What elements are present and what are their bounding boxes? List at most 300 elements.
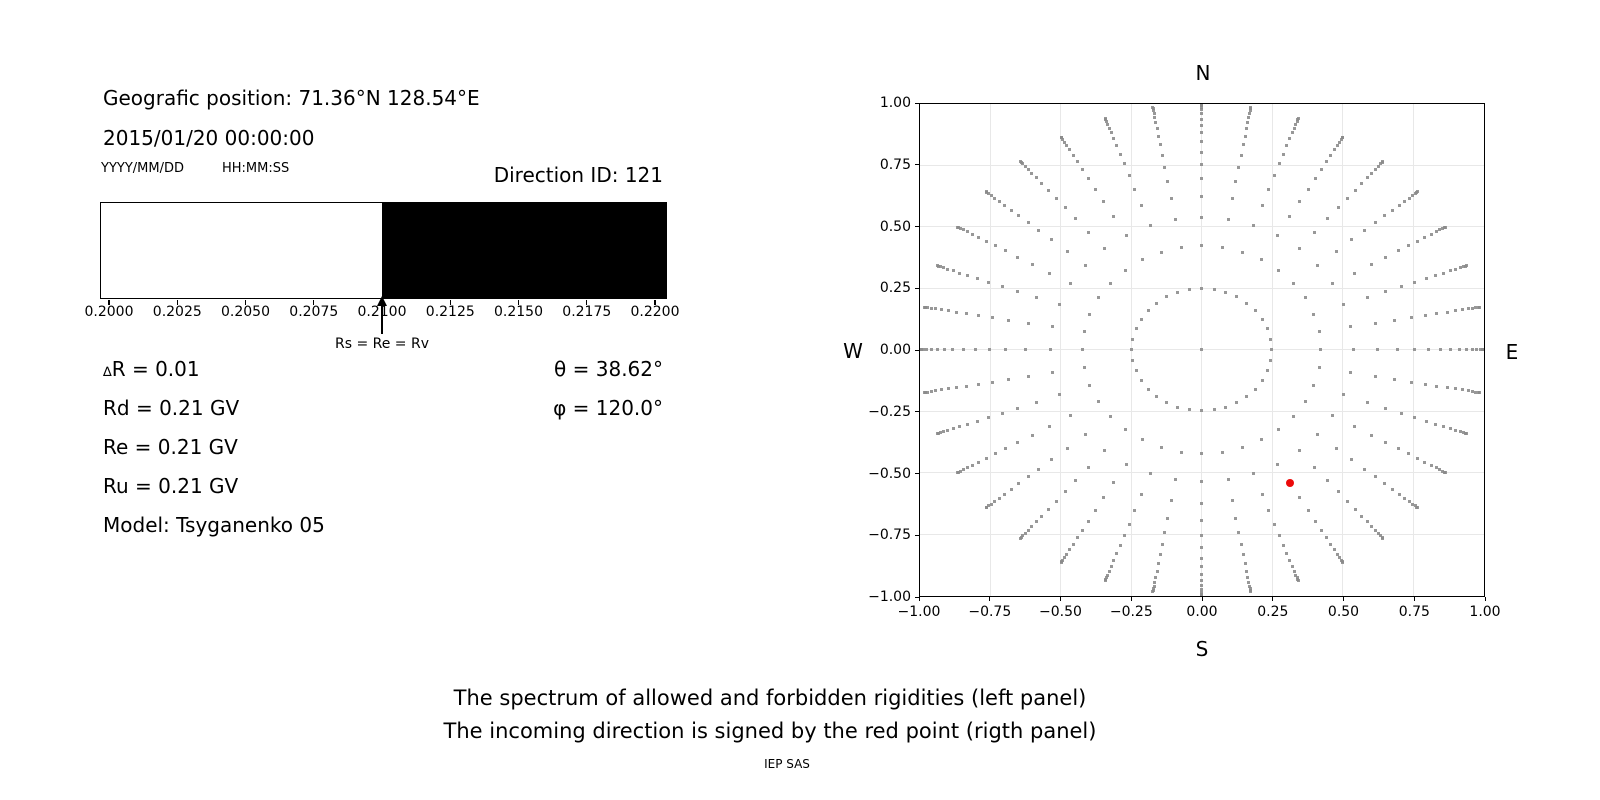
x-tick-mark (1202, 597, 1203, 601)
direction-dot (1342, 393, 1345, 396)
direction-dot (990, 503, 993, 506)
direction-dot (1200, 565, 1203, 568)
direction-dot (1350, 458, 1353, 461)
direction-dot (1016, 256, 1019, 259)
direction-dot (1130, 348, 1133, 351)
spectrum-tick-label: 0.2200 (630, 304, 680, 320)
direction-dot (1081, 348, 1084, 351)
direction-dot (1163, 166, 1166, 169)
direction-dot (1366, 401, 1369, 404)
y-tick-label: −0.25 (868, 403, 911, 420)
direction-dot (1027, 322, 1030, 325)
direction-dot (1427, 348, 1430, 351)
spectrum-allowed-region (101, 203, 382, 298)
direction-dot (1413, 416, 1416, 419)
y-tick-mark (915, 350, 919, 351)
direction-dot (940, 308, 943, 311)
direction-dot (1087, 177, 1090, 180)
direction-dot (1331, 282, 1334, 285)
direction-dot (1360, 515, 1363, 518)
direction-dot (1247, 116, 1250, 119)
direction-dot (1063, 141, 1066, 144)
direction-dot (1410, 316, 1413, 319)
direction-dot (1124, 269, 1127, 272)
direction-dot (1060, 136, 1063, 139)
date-format-label: YYYY/MM/DD (101, 161, 184, 176)
spectrum-tick-label: 0.2075 (289, 304, 339, 320)
direction-dot (1109, 282, 1112, 285)
direction-dot (1430, 233, 1433, 236)
direction-dot (1154, 576, 1157, 579)
direction-dot (923, 391, 926, 394)
direction-dot (1381, 160, 1384, 163)
time-format-label: HH:MM:SS (222, 161, 290, 176)
x-tick-label: −0.25 (1109, 604, 1153, 620)
direction-dot (1176, 406, 1179, 409)
direction-dot (1200, 131, 1203, 134)
direction-dot (1384, 407, 1387, 410)
param-ru: Ru = 0.21 GV (103, 474, 239, 498)
compass-label-south: S (1195, 637, 1209, 661)
direction-dot (987, 281, 990, 284)
direction-dot (1200, 348, 1203, 351)
direction-dot (1261, 318, 1264, 321)
y-tick-mark (915, 288, 919, 289)
direction-dot (1458, 348, 1461, 351)
direction-dot (1273, 523, 1276, 526)
plot-gridline (1342, 104, 1343, 596)
direction-dot (993, 197, 996, 200)
direction-dot (1384, 256, 1387, 259)
direction-dot (1200, 124, 1203, 127)
direction-dot (1108, 127, 1111, 130)
direction-dot (1221, 451, 1224, 454)
direction-dot (1314, 177, 1317, 180)
direction-dot (991, 381, 994, 384)
direction-dot (1391, 488, 1394, 491)
direction-dot (990, 194, 993, 197)
direction-dot (1115, 144, 1118, 147)
direction-dot (965, 385, 968, 388)
direction-dot (1335, 447, 1338, 450)
direction-dot (1393, 378, 1396, 381)
direction-dot (1244, 562, 1247, 565)
direction-dot (1031, 263, 1034, 266)
direction-dot (1435, 385, 1438, 388)
direction-dot (1035, 520, 1038, 523)
direction-dot (1307, 188, 1310, 191)
direction-dot (1461, 388, 1464, 391)
direction-dot (1266, 369, 1269, 372)
direction-dot (1444, 226, 1447, 229)
direction-dot (1337, 490, 1340, 493)
direction-dot (1010, 209, 1013, 212)
direction-dot (930, 307, 933, 310)
direction-dot (1276, 234, 1279, 237)
direction-dot (1084, 264, 1087, 267)
direction-dot (955, 386, 958, 389)
direction-dot (1160, 251, 1163, 254)
direction-dot (1140, 204, 1143, 207)
direction-dot (1383, 482, 1386, 485)
direction-dot (1200, 108, 1203, 111)
direction-dot (925, 348, 928, 351)
direction-dot (1350, 238, 1353, 241)
direction-dot (1465, 432, 1468, 435)
direction-dot (1094, 188, 1097, 191)
direction-dot (1163, 531, 1166, 534)
direction-dot (1200, 112, 1203, 115)
direction-dot (934, 389, 937, 392)
direction-dot (1370, 525, 1373, 528)
direction-dot (971, 233, 974, 236)
y-tick-label: 1.00 (879, 95, 911, 111)
direction-dot (1165, 295, 1168, 298)
direction-dot (1313, 466, 1316, 469)
direction-dot (1288, 559, 1291, 562)
direction-dot (1106, 123, 1109, 126)
direction-dot (1174, 218, 1177, 221)
direction-dot (1352, 348, 1355, 351)
direction-dot (1040, 182, 1043, 185)
direction-dot (1363, 468, 1366, 471)
direction-dot (1083, 366, 1086, 369)
direction-dot (1430, 464, 1433, 467)
direction-dot (1151, 106, 1154, 109)
direction-dot (1313, 231, 1316, 234)
direction-dot (1231, 197, 1234, 200)
direction-dot (1307, 509, 1310, 512)
direction-dot (1159, 553, 1162, 556)
direction-dot (1285, 552, 1288, 555)
direction-dot (1149, 472, 1152, 475)
direction-dot (1030, 172, 1033, 175)
direction-dot (1156, 570, 1159, 573)
caption-line-1: The spectrum of allowed and forbidden rigidities (left panel) (453, 686, 1087, 710)
direction-dot (1160, 446, 1163, 449)
direction-dot (1298, 247, 1301, 250)
direction-dot (1112, 559, 1115, 562)
direction-dot (1314, 520, 1317, 523)
direction-dot (1449, 427, 1452, 430)
direction-dot (958, 272, 961, 275)
direction-dot (1200, 534, 1203, 537)
direction-dot (947, 309, 950, 312)
direction-dot (1320, 529, 1323, 532)
direction-dot (1103, 247, 1106, 250)
direction-dot (1374, 322, 1377, 325)
direction-dot (1104, 579, 1107, 582)
direction-dot (994, 244, 997, 247)
direction-dot (1383, 214, 1386, 217)
direction-dot (1081, 168, 1084, 171)
datetime-text: 2015/01/20 00:00:00 (103, 126, 315, 150)
direction-dot (930, 348, 933, 351)
direction-dot (1254, 309, 1257, 312)
direction-dot (1297, 117, 1300, 120)
direction-dot (1027, 221, 1030, 224)
direction-dot (1159, 143, 1162, 146)
direction-dot (1027, 529, 1030, 532)
y-tick-label: −0.75 (868, 527, 911, 544)
direction-dot (1326, 217, 1329, 220)
direction-dot (1294, 123, 1297, 126)
direction-dot (1004, 447, 1007, 450)
x-tick-mark (1272, 597, 1273, 601)
direction-dot (1125, 463, 1128, 466)
direction-dot (976, 420, 979, 423)
direction-dot (1465, 264, 1468, 267)
direction-dot (1112, 137, 1115, 140)
direction-dot (942, 266, 945, 269)
direction-dot (1200, 177, 1203, 180)
direction-dot (1403, 200, 1406, 203)
direction-dot (1048, 272, 1051, 275)
direction-dot (936, 348, 939, 351)
direction-dot (1269, 338, 1272, 341)
direction-dot (952, 427, 955, 430)
direction-dot (962, 348, 965, 351)
direction-dot (1319, 348, 1322, 351)
direction-dot (1242, 143, 1245, 146)
direction-dot (1446, 311, 1449, 314)
direction-dot (1058, 303, 1061, 306)
direction-dot (988, 348, 991, 351)
direction-dot (1231, 499, 1234, 502)
direction-dot (1141, 258, 1144, 261)
direction-dot (1363, 229, 1366, 232)
direction-dot (962, 468, 965, 471)
direction-dot (1273, 174, 1276, 177)
direction-dot (1434, 423, 1437, 426)
direction-dot (1047, 508, 1050, 511)
direction-dot (1170, 197, 1173, 200)
direction-dot (951, 348, 954, 351)
direction-dot (1035, 176, 1038, 179)
direction-dot (1424, 314, 1427, 317)
direction-dot (1019, 160, 1022, 163)
direction-dot (1326, 479, 1329, 482)
direction-dot (1119, 153, 1122, 156)
direction-dot (1031, 434, 1034, 437)
direction-dot (1293, 127, 1296, 130)
direction-dot (1213, 408, 1216, 411)
direction-dot (1245, 127, 1248, 130)
direction-dot (1267, 509, 1270, 512)
direction-dot (1019, 537, 1022, 540)
direction-dot (1147, 388, 1150, 391)
direction-dot (1200, 579, 1203, 582)
direction-dot (1449, 269, 1452, 272)
direction-dot (1227, 478, 1230, 481)
direction-dot (1055, 197, 1058, 200)
direction-dot (1325, 536, 1328, 539)
direction-dot (1248, 112, 1251, 115)
direction-dot (1366, 520, 1369, 523)
direction-dot (1246, 576, 1249, 579)
direction-dot (1037, 468, 1040, 471)
direction-dot (1156, 127, 1159, 130)
caption-line-2: The incoming direction is signed by the red point (rigth panel) (443, 719, 1097, 743)
y-tick-label: 0.00 (879, 342, 911, 358)
direction-dot (1153, 116, 1156, 119)
direction-dot (1282, 153, 1285, 156)
direction-dot (1374, 221, 1377, 224)
direction-dot (1435, 466, 1438, 469)
direction-dot (919, 348, 922, 351)
direction-dot (1235, 401, 1238, 404)
direction-dot (1135, 327, 1138, 330)
direction-dot (936, 432, 939, 435)
direction-dot (1407, 244, 1410, 247)
direction-dot (1004, 249, 1007, 252)
direction-dot (1200, 557, 1203, 560)
direction-dot (1027, 168, 1030, 171)
direction-dot (965, 312, 968, 315)
direction-dot (1016, 441, 1019, 444)
x-tick-mark (1414, 597, 1415, 601)
direction-dot (1131, 359, 1134, 362)
direction-dot (1084, 433, 1087, 436)
direction-dot (1058, 393, 1061, 396)
direction-dot (1027, 375, 1030, 378)
direction-dot (940, 388, 943, 391)
direction-dot (987, 416, 990, 419)
direction-dot (1108, 570, 1111, 573)
direction-dot (1285, 144, 1288, 147)
direction-dot (1329, 543, 1332, 546)
credit-text: IEP SAS (764, 757, 810, 771)
direction-dot (1316, 433, 1319, 436)
direction-dot (1261, 493, 1264, 496)
cutoff-arrow-label: Rs = Re = Rv (334, 336, 430, 352)
direction-dot (1155, 302, 1158, 305)
direction-dot (1333, 548, 1336, 551)
spectrum-forbidden-region (382, 203, 667, 298)
direction-dot (1153, 112, 1156, 115)
direction-dot (1349, 371, 1352, 374)
direction-dot (1240, 543, 1243, 546)
direction-dot (1188, 408, 1191, 411)
direction-dot (1016, 407, 1019, 410)
direction-dot (1442, 425, 1445, 428)
direction-dot (923, 306, 926, 309)
direction-dot (958, 425, 961, 428)
direction-dot (1297, 579, 1300, 582)
direction-dot (1449, 348, 1452, 351)
direction-dot (1298, 496, 1301, 499)
direction-dot (1180, 451, 1183, 454)
direction-dot (1241, 251, 1244, 254)
direction-dot (1416, 240, 1419, 243)
direction-dot (1288, 137, 1291, 140)
direction-dot (1030, 525, 1033, 528)
direction-dot (947, 387, 950, 390)
direction-dot (1335, 250, 1338, 253)
x-tick-label: 0.75 (1398, 604, 1430, 620)
direction-dot (1135, 369, 1138, 372)
param-phi: φ = 120.0° (553, 396, 663, 420)
direction-dot (1400, 412, 1403, 415)
direction-dot (1157, 562, 1160, 565)
direction-dot (1244, 135, 1247, 138)
delta-symbol: ∆ (103, 365, 112, 380)
direction-dot (1037, 229, 1040, 232)
direction-dot (1180, 246, 1183, 249)
direction-dot (977, 383, 980, 386)
plot-gridline (920, 226, 1484, 227)
x-tick-label: 0.50 (1327, 604, 1360, 620)
direction-dot (1024, 348, 1027, 351)
direction-dot (1247, 581, 1250, 584)
direction-dot (1110, 565, 1113, 568)
direction-dot (1200, 409, 1203, 412)
direction-dot (1325, 160, 1328, 163)
direction-dot (1446, 386, 1449, 389)
x-tick-mark (1131, 597, 1132, 601)
direction-dot (985, 190, 988, 193)
direction-dot (1435, 312, 1438, 315)
direction-dot (1396, 348, 1399, 351)
direction-dot (1267, 188, 1270, 191)
x-tick-label: 0.00 (1186, 604, 1218, 620)
direction-dot (1200, 151, 1203, 154)
direction-dot (1408, 197, 1411, 200)
direction-dot (1200, 546, 1203, 549)
direction-dot (1398, 204, 1401, 207)
direction-dot (934, 307, 937, 310)
y-tick-mark (915, 411, 919, 412)
direction-dot (1376, 348, 1379, 351)
direction-dot (1384, 441, 1387, 444)
direction-dot (966, 423, 969, 426)
direction-dot (1200, 118, 1203, 121)
y-tick-mark (915, 535, 919, 536)
direction-dot (1115, 552, 1118, 555)
direction-dot (976, 277, 979, 280)
direction-dot (1381, 537, 1384, 540)
direction-dot (1298, 200, 1301, 203)
direction-dot (1140, 379, 1143, 382)
direction-dot (1140, 493, 1143, 496)
spectrum-tick-label: 0.2150 (494, 304, 543, 320)
compass-label-north: N (1195, 61, 1211, 85)
direction-dot (1221, 246, 1224, 249)
direction-dot (1240, 154, 1243, 157)
direction-dot (1442, 272, 1445, 275)
direction-dot (974, 348, 977, 351)
direction-dot (1131, 338, 1134, 341)
param-theta: θ = 38.62° (554, 357, 663, 381)
direction-dot (1318, 366, 1321, 369)
direction-dot (1094, 509, 1097, 512)
direction-dot (1391, 209, 1394, 212)
direction-dot (994, 452, 997, 455)
direction-dot (1051, 371, 1054, 374)
direction-dot (1245, 570, 1248, 573)
direction-dot (1234, 517, 1237, 520)
y-tick-mark (915, 473, 919, 474)
y-tick-mark (915, 103, 919, 104)
direction-dot (1010, 488, 1013, 491)
direction-dot (1245, 302, 1248, 305)
direction-dot (1027, 475, 1030, 478)
spectrum-tick-label: 0.2100 (357, 304, 407, 320)
y-tick-label: 0.50 (879, 218, 911, 235)
spectrum-tick-label: 0.2025 (152, 304, 202, 320)
direction-dot (1291, 131, 1294, 134)
y-tick-label: 0.25 (879, 280, 911, 297)
